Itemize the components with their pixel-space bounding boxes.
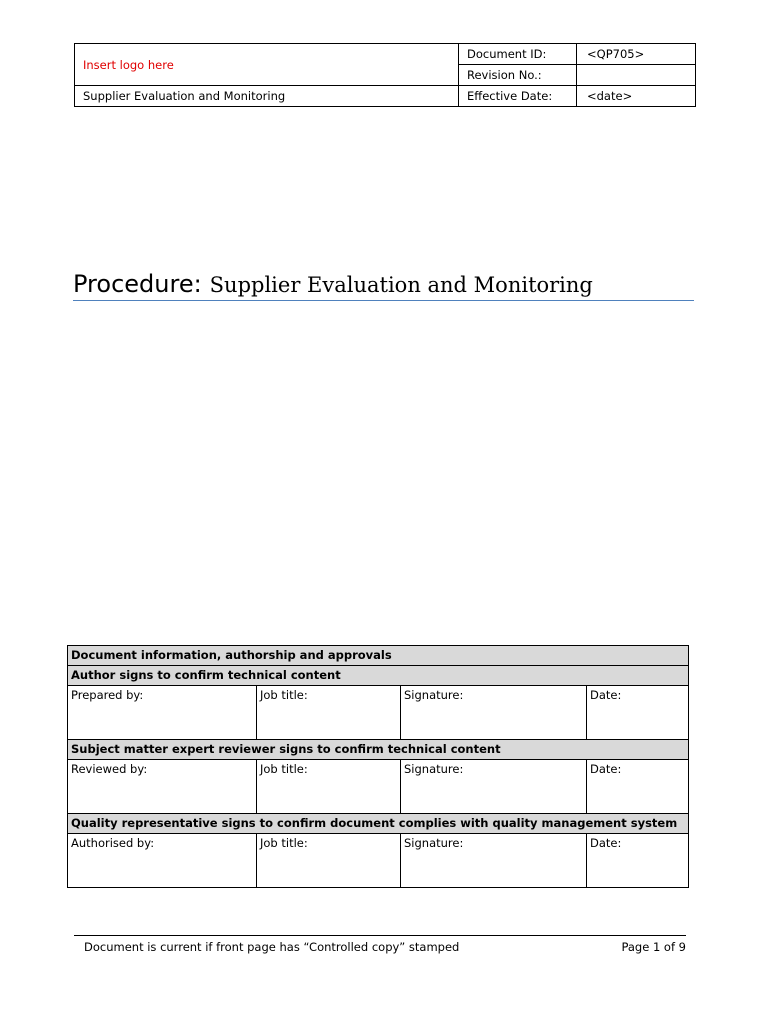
author-job-title-field: Job title: bbox=[257, 686, 401, 740]
effective-date-value: <date> bbox=[577, 86, 696, 107]
effective-date-label: Effective Date: bbox=[459, 86, 577, 107]
controlled-copy-note: Document is current if front page has “Controlled copy” stamped bbox=[84, 940, 460, 954]
reviewer-section-heading: Subject matter expert reviewer signs to confirm technical content bbox=[68, 740, 689, 760]
author-date-field: Date: bbox=[587, 686, 689, 740]
procedure-title bbox=[73, 270, 694, 301]
logo-placeholder: Insert logo here bbox=[75, 44, 459, 86]
authorised-by-field: Authorised by: bbox=[68, 834, 257, 888]
revision-label: Revision No.: bbox=[459, 65, 577, 86]
author-section-heading: Author signs to confirm technical content bbox=[68, 666, 689, 686]
document-id-value: <QP705> bbox=[577, 44, 696, 65]
reviewer-date-field: Date: bbox=[587, 760, 689, 814]
quality-job-title-field: Job title: bbox=[257, 834, 401, 888]
document-header-table bbox=[74, 43, 696, 107]
procedure-label: Procedure: bbox=[73, 270, 202, 298]
header-doc-title: Supplier Evaluation and Monitoring bbox=[75, 86, 459, 107]
quality-date-field: Date: bbox=[587, 834, 689, 888]
revision-value bbox=[577, 65, 696, 86]
procedure-name: Supplier Evaluation and Monitoring bbox=[209, 273, 593, 297]
page-number: Page 1 of 9 bbox=[621, 940, 686, 954]
reviewed-by-field: Reviewed by: bbox=[68, 760, 257, 814]
page-footer bbox=[74, 935, 686, 954]
quality-section-heading: Quality representative signs to confirm document complies with quality management system bbox=[68, 814, 689, 834]
quality-signature-field: Signature: bbox=[401, 834, 587, 888]
prepared-by-field: Prepared by: bbox=[68, 686, 257, 740]
approvals-heading: Document information, authorship and approvals bbox=[68, 646, 689, 666]
approvals-table bbox=[67, 645, 689, 888]
author-signature-field: Signature: bbox=[401, 686, 587, 740]
reviewer-signature-field: Signature: bbox=[401, 760, 587, 814]
document-id-label: Document ID: bbox=[459, 44, 577, 65]
reviewer-job-title-field: Job title: bbox=[257, 760, 401, 814]
